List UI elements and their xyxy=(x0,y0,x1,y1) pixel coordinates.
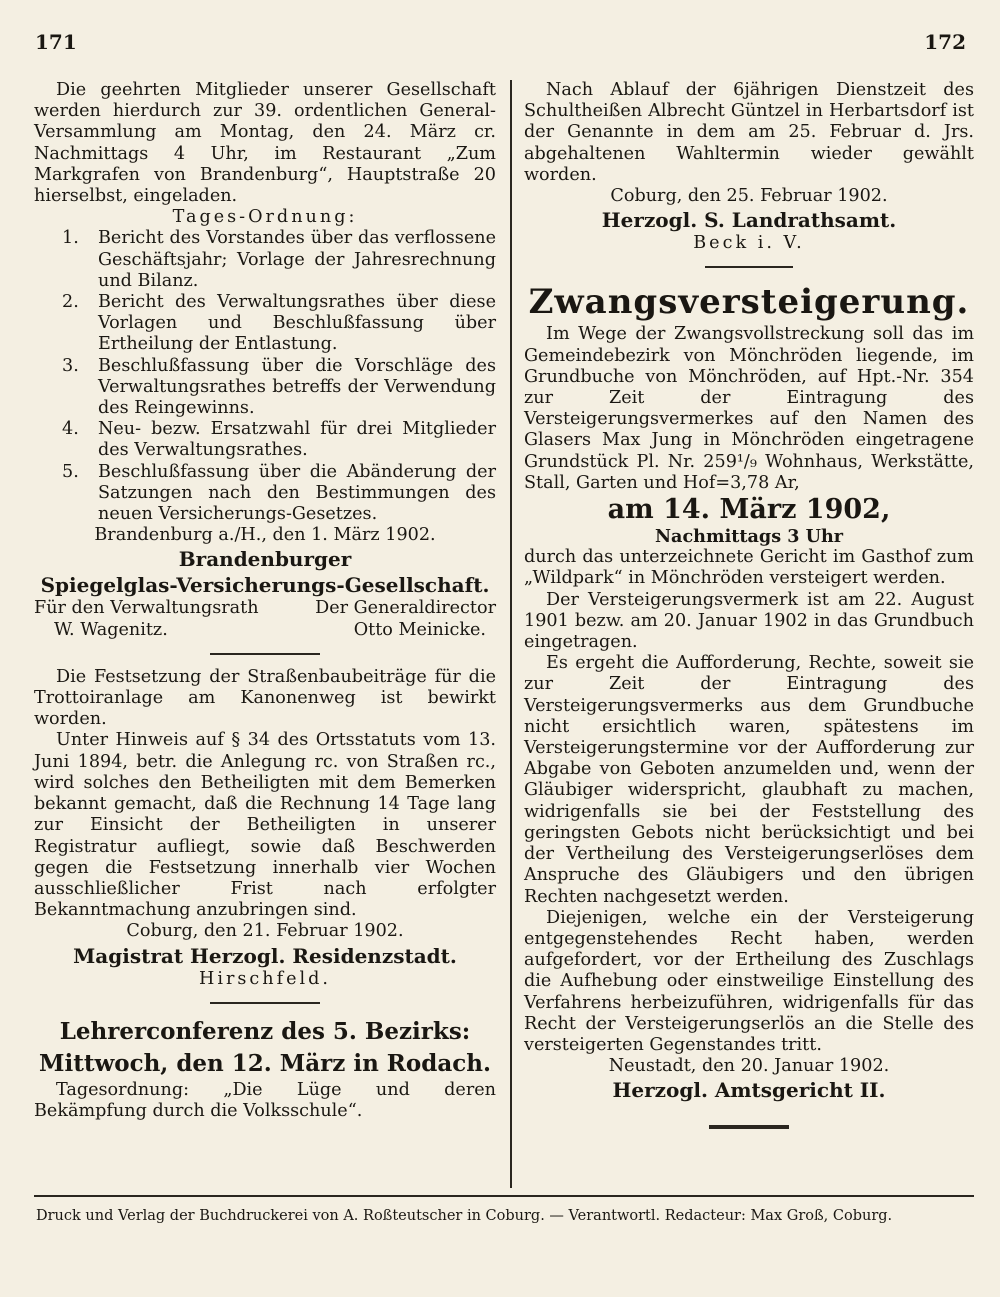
auction-p1: Im Wege der Zwangsvollstreckung soll das im Gemeindebezirk von Mönchröden liegende, im Grundbuche von Mönchröden, auf Hpt.-Nr. 354 zur Zeit der Eintragung des Versteigerungsvermerkes auf den Namen des Glasers Max Jung in Mönchröden eingetragene Grundstück Pl. Nr. 259¹/₉ Wohnhaus, Werkstätte, Stall, Garten und Hof=3,78 Ar, xyxy=(524,324,974,493)
street-signer: Hirschfeld. xyxy=(199,968,331,989)
agenda-item-text: Neu- bezw. Ersatzwahl für drei Mitglieder des Verwaltungsrathes. xyxy=(98,419,496,461)
street-authority: Magistrat Herzogl. Residenzstadt. xyxy=(73,943,457,968)
signature-left-name: W. Wagenitz. xyxy=(54,619,168,640)
election-place-date: Coburg, den 25. Februar 1902. xyxy=(610,186,888,207)
agenda-item-number: 5. xyxy=(62,461,79,482)
agenda-list xyxy=(34,228,496,525)
auction-time: Nachmittags 3 Uhr xyxy=(654,526,844,548)
street-notice-p1: Die Festsetzung der Straßenbaubeiträge für die Trottoiranlage am Kanonenweg ist bewirkt worden. xyxy=(34,666,496,730)
agenda-item-number: 2. xyxy=(62,292,79,313)
imprint-footer: Druck und Verlag der Buchdruckerei von A. Roßteutscher in Coburg. — Verantwortl. Redacteur: Max Groß, Coburg. xyxy=(36,1208,893,1224)
street-notice-p2: Unter Hinweis auf § 34 des Ortsstatuts vom 13. Juni 1894, betr. die Anlegung rc. von Straßen rc., wird solches den Betheiligten mit dem Bemerken bekannt gemacht, daß die Rechnung 14 Tage lang zur Einsicht der Betheiligten in unserer Registratur aufliegt, sowie daß Beschwerden gegen die Festsetzung innerhalb vier Wochen ausschließlicher Frist nach erfolgter Bekanntmachung anzubringen sind. xyxy=(34,730,496,921)
auction-p3: Der Versteigerungsvermerk ist am 22. August 1901 bezw. am 20. Januar 1902 in das Grundbuch eingetragen. xyxy=(524,589,974,653)
signature-left xyxy=(34,598,265,640)
agenda-item xyxy=(34,462,496,526)
agenda-heading: Tages-Ordnung: xyxy=(172,207,358,228)
page-number-right: 172 xyxy=(924,30,966,54)
agenda-item-text: Beschlußfassung über die Abänderung der Satzungen nach den Bestimmungen des neuen Versicherungs-Gesetzes. xyxy=(98,461,496,525)
agenda-item-number: 3. xyxy=(62,355,79,376)
section-divider xyxy=(705,266,793,268)
signature-block xyxy=(34,598,496,640)
auction-p4: Es ergeht die Aufforderung, Rechte, soweit sie zur Zeit der Eintragung des Versteigerungsvermerks aus dem Grundbuche nicht ersichtlich waren, spätestens im Versteigerungstermine vor der Aufforderung zur Abgabe von Geboten anzumelden und, wenn der Gläubiger widerspricht, glaubhaft zu machen, widrigenfalls sie bei der Feststellung des geringsten Gebots nicht berücksichtigt und bei der Vertheilung des Versteigerungserlöses dem Anspruche des Gläubigers und den übrigen Rechten nachgesetzt werden. xyxy=(524,653,974,907)
agenda-item-text: Bericht des Vorstandes über das verflossene Geschäftsjahr; Vorlage der Jahresrechnung und Bilanz. xyxy=(98,228,496,291)
company-name-line2: Spiegelglas-Versicherungs-Gesellschaft. xyxy=(40,573,490,598)
election-authority: Herzogl. S. Landrathsamt. xyxy=(601,208,897,233)
signature-right xyxy=(265,598,496,640)
place-date: Brandenburg a./H., den 1. März 1902. xyxy=(94,525,436,546)
column-divider xyxy=(510,80,512,1188)
footer-rule xyxy=(34,1195,974,1197)
auction-authority: Herzogl. Amtsgericht II. xyxy=(612,1078,886,1103)
auction-p2: durch das unterzeichnete Gericht im Gasthof zum „Wildpark“ in Mönchröden versteigert werden. xyxy=(524,547,974,589)
agenda-item xyxy=(34,356,496,420)
agenda-item xyxy=(34,419,496,461)
invitation-text: Die geehrten Mitglieder unserer Gesellschaft werden hierdurch zur 39. ordentlichen General-Versammlung am Montag, den 24. März cr. Nachmittags 4 Uhr, im Restaurant „Zum Markgrafen von Brandenburg“, Hauptstraße 20 hierselbst, eingeladen. xyxy=(34,80,496,207)
conference-when: Mittwoch, den 12. März in Rodach. xyxy=(39,1049,491,1077)
auction-title: Zwangsversteigerung. xyxy=(528,282,970,323)
right-column xyxy=(524,80,974,1129)
signature-right-title: Der Generaldirector xyxy=(315,598,496,619)
agenda-item-number: 4. xyxy=(62,419,79,440)
election-text: Nach Ablauf der 6jährigen Dienstzeit des Schultheißen Albrecht Güntzel in Herbartsdorf ist der Genannte in dem am 25. Februar d. Jrs. abgehaltenen Wahltermin wieder gewählt worden. xyxy=(524,80,974,185)
agenda-item-text: Beschlußfassung über die Vorschläge des Verwaltungsrathes betreffs der Verwendung des Reingewinns. xyxy=(98,355,496,419)
auction-p5: Diejenigen, welche ein der Versteigerung entgegenstehendes Recht haben, werden aufgefordert, vor der Ertheilung des Zuschlags die Aufhebung oder einstweilige Einstellung des Verfahrens herbeizuführen, widrigenfalls für das Recht der Versteigerungserlös an die Stelle des versteigerten Gegenstandes tritt. xyxy=(524,907,974,1055)
section-divider xyxy=(210,653,320,655)
signature-left-title: Für den Verwaltungsrath xyxy=(34,598,259,619)
signature-right-name: Otto Meinicke. xyxy=(353,619,486,640)
auction-date: am 14. März 1902, xyxy=(607,494,891,526)
section-divider xyxy=(210,1002,320,1004)
end-bar xyxy=(709,1125,789,1129)
agenda-item xyxy=(34,292,496,356)
auction-place-date: Neustadt, den 20. Januar 1902. xyxy=(608,1056,890,1077)
conference-title: Lehrerconferenz des 5. Bezirks: xyxy=(59,1017,471,1045)
street-place-date: Coburg, den 21. Februar 1902. xyxy=(126,921,404,942)
agenda-item-number: 1. xyxy=(62,228,79,249)
agenda-item xyxy=(34,228,496,292)
company-name-line1: Brandenburger xyxy=(178,547,352,572)
agenda-item-text: Bericht des Verwaltungsrathes über diese Vorlagen und Beschlußfassung über Ertheilung der Entlastung. xyxy=(98,292,496,355)
left-column xyxy=(34,80,496,1122)
election-signer: Beck i. V. xyxy=(693,233,805,254)
page-number-left: 171 xyxy=(35,30,77,54)
conference-agenda: Tagesordnung: „Die Lüge und deren Bekämpfung durch die Volksschule“. xyxy=(34,1079,496,1121)
